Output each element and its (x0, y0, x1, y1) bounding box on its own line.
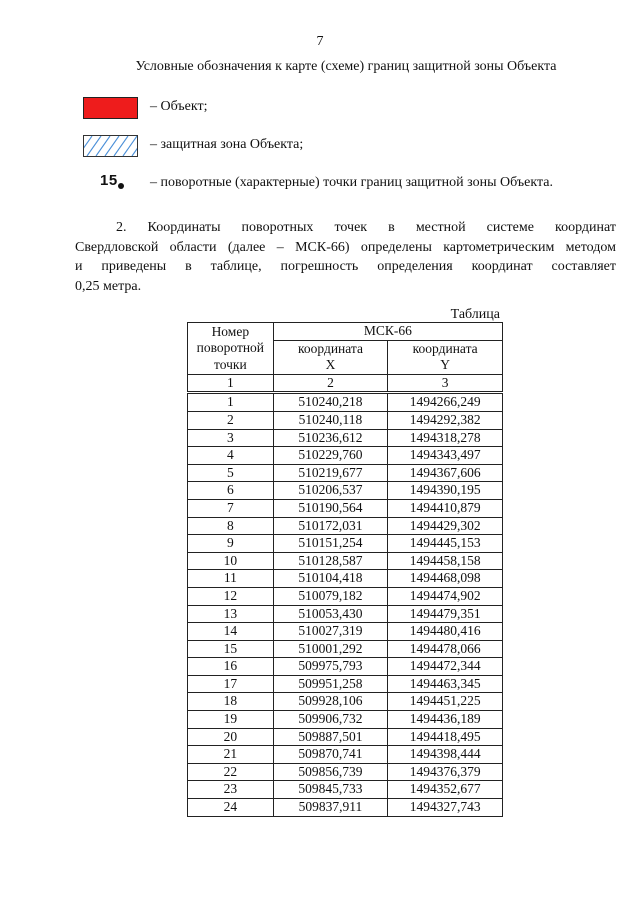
header-point-number: Номер поворотной точки (188, 323, 274, 375)
column-number: 3 (388, 374, 503, 393)
y-coordinate-cell: 1494376,379 (388, 763, 503, 781)
table-row (188, 605, 503, 623)
x-coordinate-cell: 510001,292 (273, 640, 388, 658)
table-row (188, 447, 503, 465)
page-number: 7 (316, 34, 324, 49)
point-number-cell: 3 (188, 429, 274, 447)
table-row (188, 393, 503, 412)
table-row (188, 781, 503, 799)
paragraph-line: Свердловской области (далее – МСК-66) определены картометрическим методом (75, 239, 616, 255)
y-coordinate-cell: 1494352,677 (388, 781, 503, 799)
x-coordinate-cell: 509887,501 (273, 728, 388, 746)
column-number: 1 (188, 374, 274, 393)
y-coordinate-cell: 1494478,066 (388, 640, 503, 658)
legend-title: Условные обозначения к карте (схеме) границ защитной зоны Объекта (135, 59, 557, 74)
point-number-cell: 6 (188, 482, 274, 500)
x-coordinate-cell: 510128,587 (273, 552, 388, 570)
protective-zone-legend-swatch (83, 135, 138, 157)
table-row (188, 623, 503, 641)
x-coordinate-cell: 509975,793 (273, 658, 388, 676)
x-coordinate-cell: 509870,741 (273, 746, 388, 764)
table-row (188, 658, 503, 676)
table-row (188, 482, 503, 500)
table-row (188, 728, 503, 746)
header-msk66: МСК-66 (273, 323, 502, 341)
table-row (188, 587, 503, 605)
point-number-cell: 17 (188, 675, 274, 693)
turning-point-number: 15 (100, 172, 118, 189)
x-coordinate-cell: 510240,218 (273, 393, 388, 412)
point-number-cell: 7 (188, 499, 274, 517)
point-number-cell: 13 (188, 605, 274, 623)
x-coordinate-cell: 510104,418 (273, 570, 388, 588)
point-number-cell: 23 (188, 781, 274, 799)
y-coordinate-cell: 1494463,345 (388, 675, 503, 693)
x-coordinate-cell: 510151,254 (273, 535, 388, 553)
y-coordinate-cell: 1494436,189 (388, 711, 503, 729)
paragraph-line: 2. Координаты поворотных точек в местной системе координат (116, 220, 616, 235)
paragraph-line: 0,25 метра. (75, 278, 142, 294)
header-coordinate-x: координата X (273, 340, 388, 374)
y-coordinate-cell: 1494429,302 (388, 517, 503, 535)
table-row (188, 763, 503, 781)
table-row (188, 552, 503, 570)
table-row (188, 535, 503, 553)
coordinates-table (187, 322, 503, 817)
x-coordinate-cell: 510229,760 (273, 447, 388, 465)
protective-zone-legend-label: – защитная зона Объекта; (150, 137, 304, 152)
table-row (188, 693, 503, 711)
x-coordinate-cell: 510053,430 (273, 605, 388, 623)
point-number-cell: 8 (188, 517, 274, 535)
x-coordinate-cell: 509906,732 (273, 711, 388, 729)
point-number-cell: 21 (188, 746, 274, 764)
x-coordinate-cell: 509856,739 (273, 763, 388, 781)
point-number-cell: 24 (188, 799, 274, 817)
table-body (188, 393, 503, 816)
x-coordinate-cell: 509837,911 (273, 799, 388, 817)
x-coordinate-cell: 509951,258 (273, 675, 388, 693)
table-row (188, 570, 503, 588)
point-number-cell: 9 (188, 535, 274, 553)
y-coordinate-cell: 1494266,249 (388, 393, 503, 412)
y-coordinate-cell: 1494480,416 (388, 623, 503, 641)
table-row (188, 711, 503, 729)
y-coordinate-cell: 1494472,344 (388, 658, 503, 676)
table-caption: Таблица (450, 307, 500, 322)
point-number-cell: 18 (188, 693, 274, 711)
point-number-cell: 14 (188, 623, 274, 641)
x-coordinate-cell: 510236,612 (273, 429, 388, 447)
y-coordinate-cell: 1494445,153 (388, 535, 503, 553)
point-number-cell: 12 (188, 587, 274, 605)
point-number-cell: 1 (188, 393, 274, 412)
x-coordinate-cell: 510079,182 (273, 587, 388, 605)
point-number-cell: 2 (188, 411, 274, 429)
table-row (188, 799, 503, 817)
table-row (188, 499, 503, 517)
point-number-cell: 11 (188, 570, 274, 588)
point-number-cell: 16 (188, 658, 274, 676)
x-coordinate-cell: 509928,106 (273, 693, 388, 711)
point-number-cell: 10 (188, 552, 274, 570)
y-coordinate-cell: 1494292,382 (388, 411, 503, 429)
table-row (188, 429, 503, 447)
x-coordinate-cell: 510240,118 (273, 411, 388, 429)
x-coordinate-cell: 510172,031 (273, 517, 388, 535)
column-number: 2 (273, 374, 388, 393)
y-coordinate-cell: 1494468,098 (388, 570, 503, 588)
table-row (188, 640, 503, 658)
point-number-cell: 20 (188, 728, 274, 746)
y-coordinate-cell: 1494390,195 (388, 482, 503, 500)
x-coordinate-cell: 509845,733 (273, 781, 388, 799)
table-row (188, 517, 503, 535)
y-coordinate-cell: 1494410,879 (388, 499, 503, 517)
y-coordinate-cell: 1494343,497 (388, 447, 503, 465)
y-coordinate-cell: 1494398,444 (388, 746, 503, 764)
point-number-cell: 5 (188, 464, 274, 482)
point-number-cell: 22 (188, 763, 274, 781)
y-coordinate-cell: 1494451,225 (388, 693, 503, 711)
x-coordinate-cell: 510219,677 (273, 464, 388, 482)
table-row (188, 746, 503, 764)
y-coordinate-cell: 1494479,351 (388, 605, 503, 623)
table-row (188, 411, 503, 429)
x-coordinate-cell: 510206,537 (273, 482, 388, 500)
table-row (188, 464, 503, 482)
turning-points-legend-label: – поворотные (характерные) точки границ защитной зоны Объекта. (150, 175, 553, 190)
turning-point-dot-icon (118, 183, 124, 189)
point-number-cell: 19 (188, 711, 274, 729)
x-coordinate-cell: 510027,319 (273, 623, 388, 641)
hatch-pattern-icon (84, 136, 137, 156)
y-coordinate-cell: 1494474,902 (388, 587, 503, 605)
y-coordinate-cell: 1494318,278 (388, 429, 503, 447)
y-coordinate-cell: 1494367,606 (388, 464, 503, 482)
x-coordinate-cell: 510190,564 (273, 499, 388, 517)
object-legend-label: – Объект; (150, 99, 208, 114)
header-coordinate-y: координата Y (388, 340, 503, 374)
coordinates-paragraph (75, 218, 616, 296)
object-legend-swatch (83, 97, 138, 119)
y-coordinate-cell: 1494458,158 (388, 552, 503, 570)
point-number-cell: 15 (188, 640, 274, 658)
point-number-cell: 4 (188, 447, 274, 465)
paragraph-line: и приведены в таблице, погрешность определения координат составляет (75, 259, 616, 274)
table-row (188, 675, 503, 693)
y-coordinate-cell: 1494327,743 (388, 799, 503, 817)
y-coordinate-cell: 1494418,495 (388, 728, 503, 746)
